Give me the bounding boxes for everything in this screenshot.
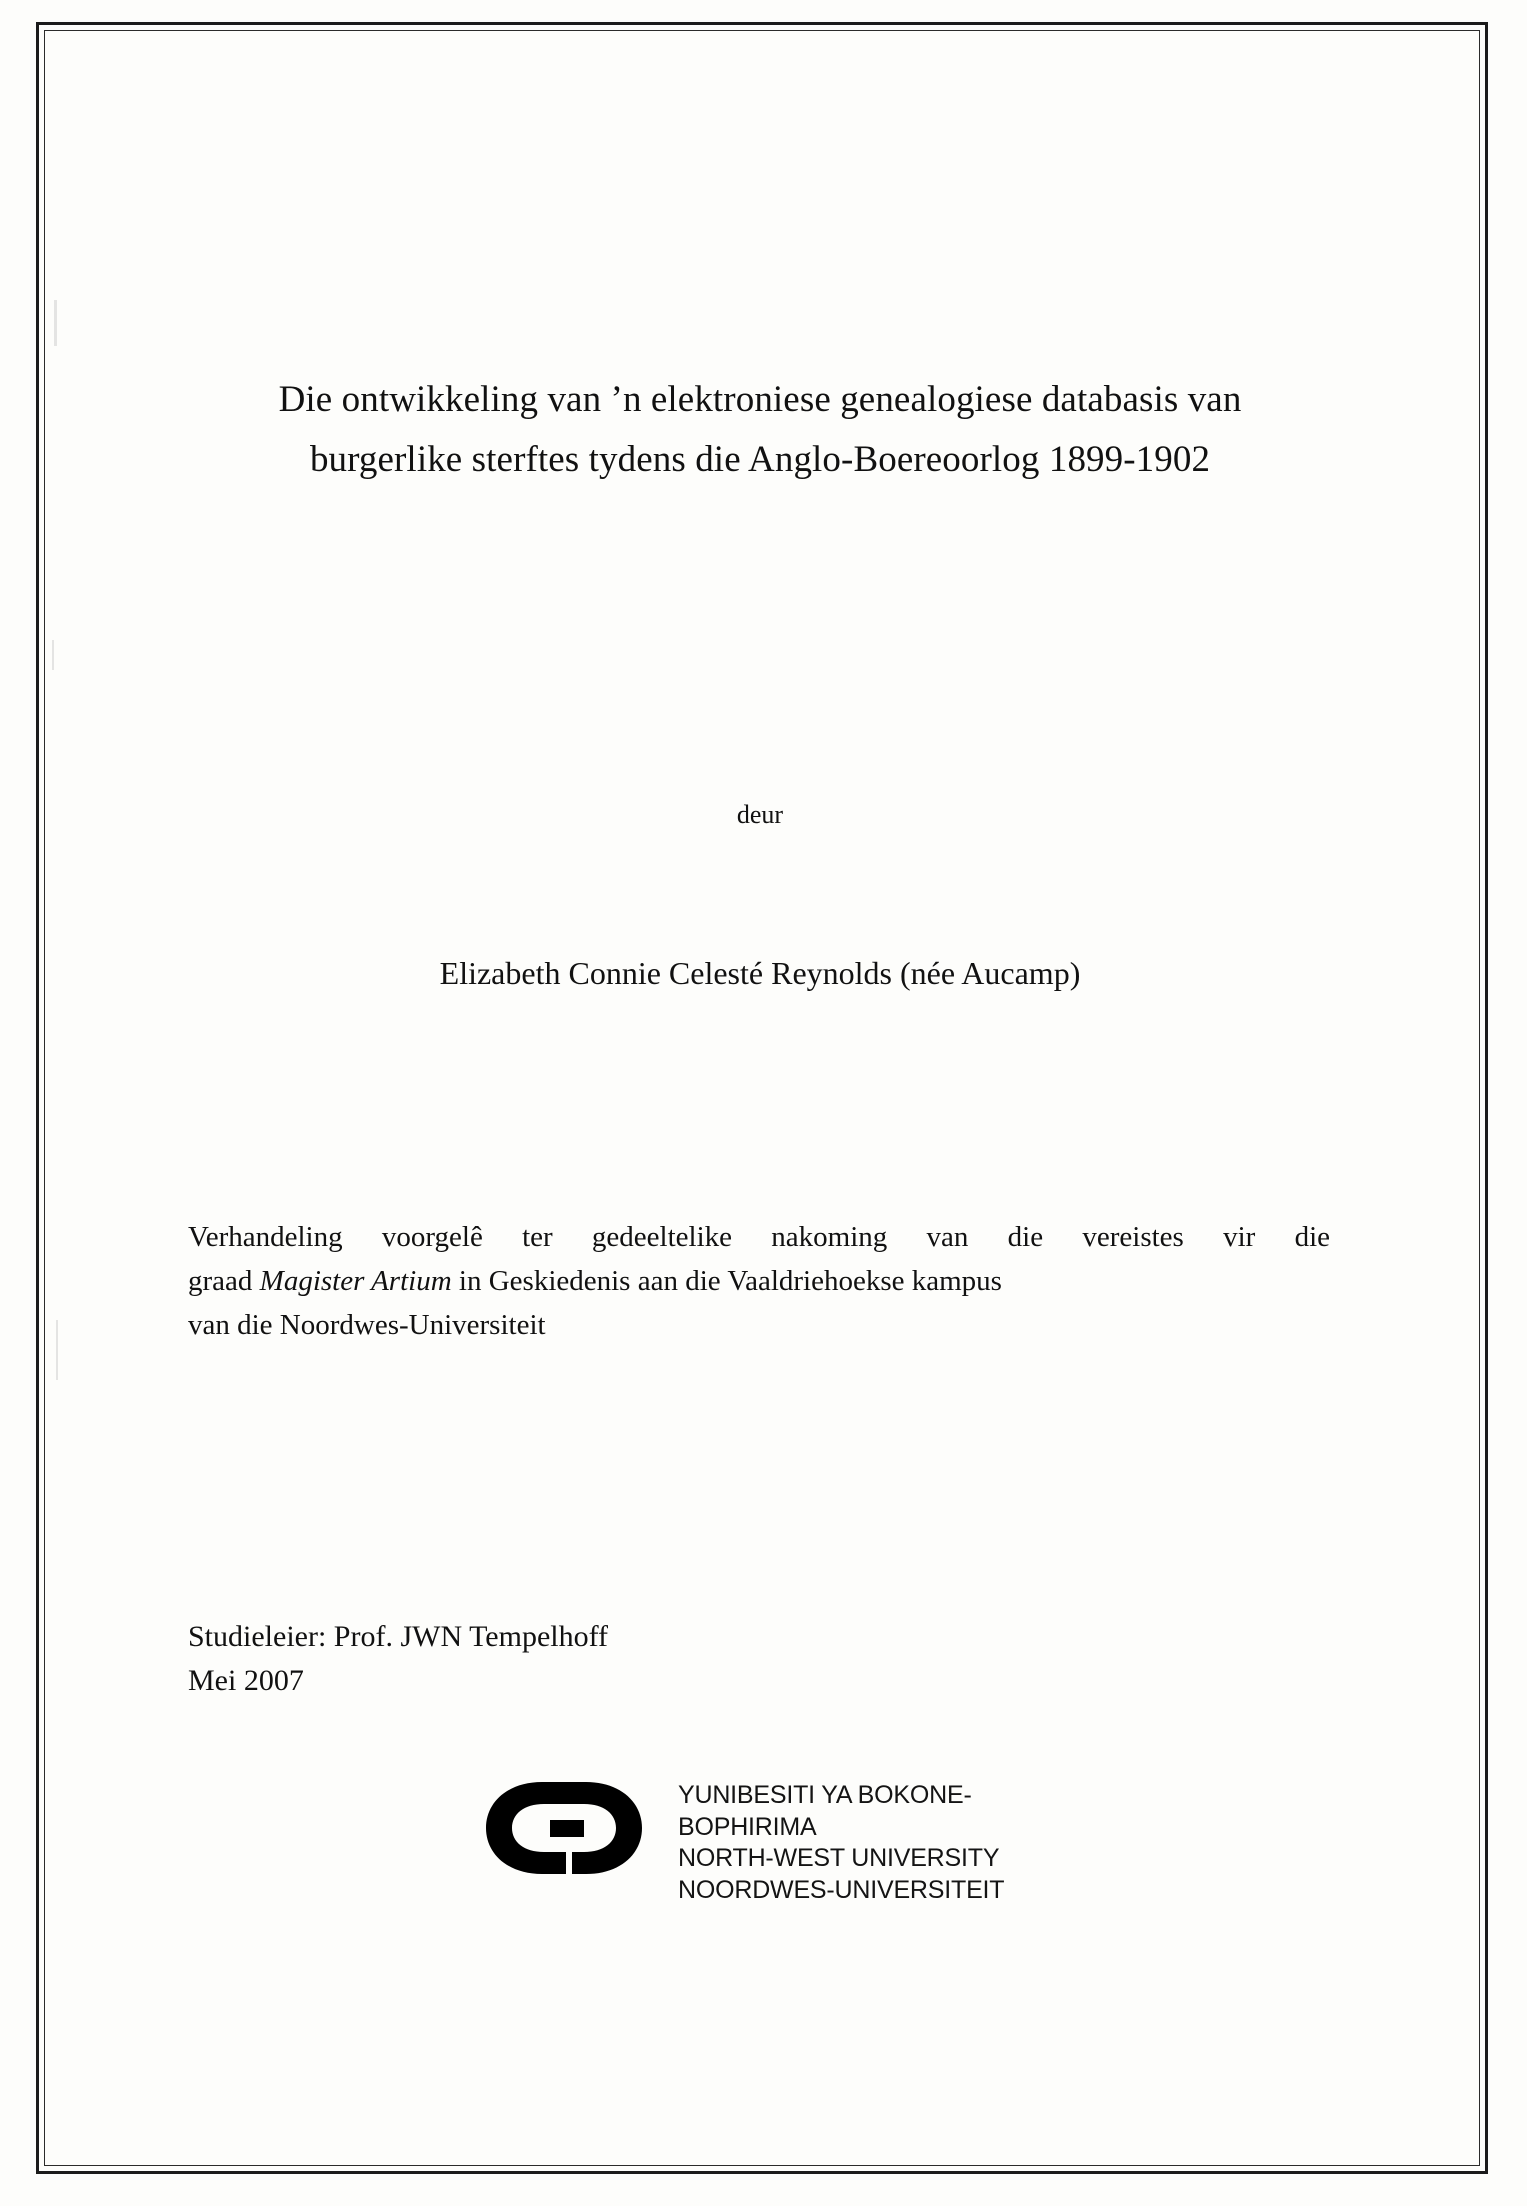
logo-text-line-3: NOORDWES-UNIVERSITEIT xyxy=(678,1875,1005,1904)
author-name: Elizabeth Connie Celesté Reynolds (née Aucamp) xyxy=(439,955,1081,991)
byline-label: deur xyxy=(736,800,784,829)
degree-statement-line-1: Verhandeling voorgelê ter gedeeltelike nakoming van die vereistes vir die xyxy=(188,1221,1330,1253)
university-logo xyxy=(480,1770,1100,1904)
scan-artifact xyxy=(52,640,54,670)
date-line: Mei 2007 xyxy=(188,1664,304,1698)
degree-statement xyxy=(188,1215,1330,1347)
degree-statement-line-2-after: in Geskiedenis aan die Vaaldriehoekse kampus xyxy=(451,1265,1002,1298)
degree-statement-line-2 xyxy=(188,1259,1330,1303)
supervisor-line: Studieleier: Prof. JWN Tempelhoff xyxy=(188,1620,609,1653)
page-title xyxy=(180,370,1340,490)
scan-artifact xyxy=(56,1320,58,1380)
title-page-content xyxy=(180,0,1340,2206)
degree-statement-line-3: van die Noordwes-Universiteit xyxy=(188,1309,546,1342)
title-line-1: Die ontwikkeling van ’n elektroniese genealogiese databasis van xyxy=(278,379,1242,420)
logo-text-line-2: NORTH-WEST UNIVERSITY xyxy=(678,1844,1000,1872)
logo-text-line-1: YUNIBESITI YA BOKONE-BOPHIRIMA xyxy=(678,1781,972,1841)
nwu-logo-icon xyxy=(480,1776,670,1880)
university-logo-text xyxy=(678,1780,1100,1906)
degree-statement-line-2-before: graad xyxy=(188,1265,260,1298)
supervisor-block xyxy=(188,1615,988,1704)
degree-name-italic: Magister Artium xyxy=(259,1265,452,1298)
title-line-2: burgerlike sterftes tydens die Anglo-Boereoorlog 1899-1902 xyxy=(309,438,1211,480)
scan-artifact xyxy=(54,300,57,346)
